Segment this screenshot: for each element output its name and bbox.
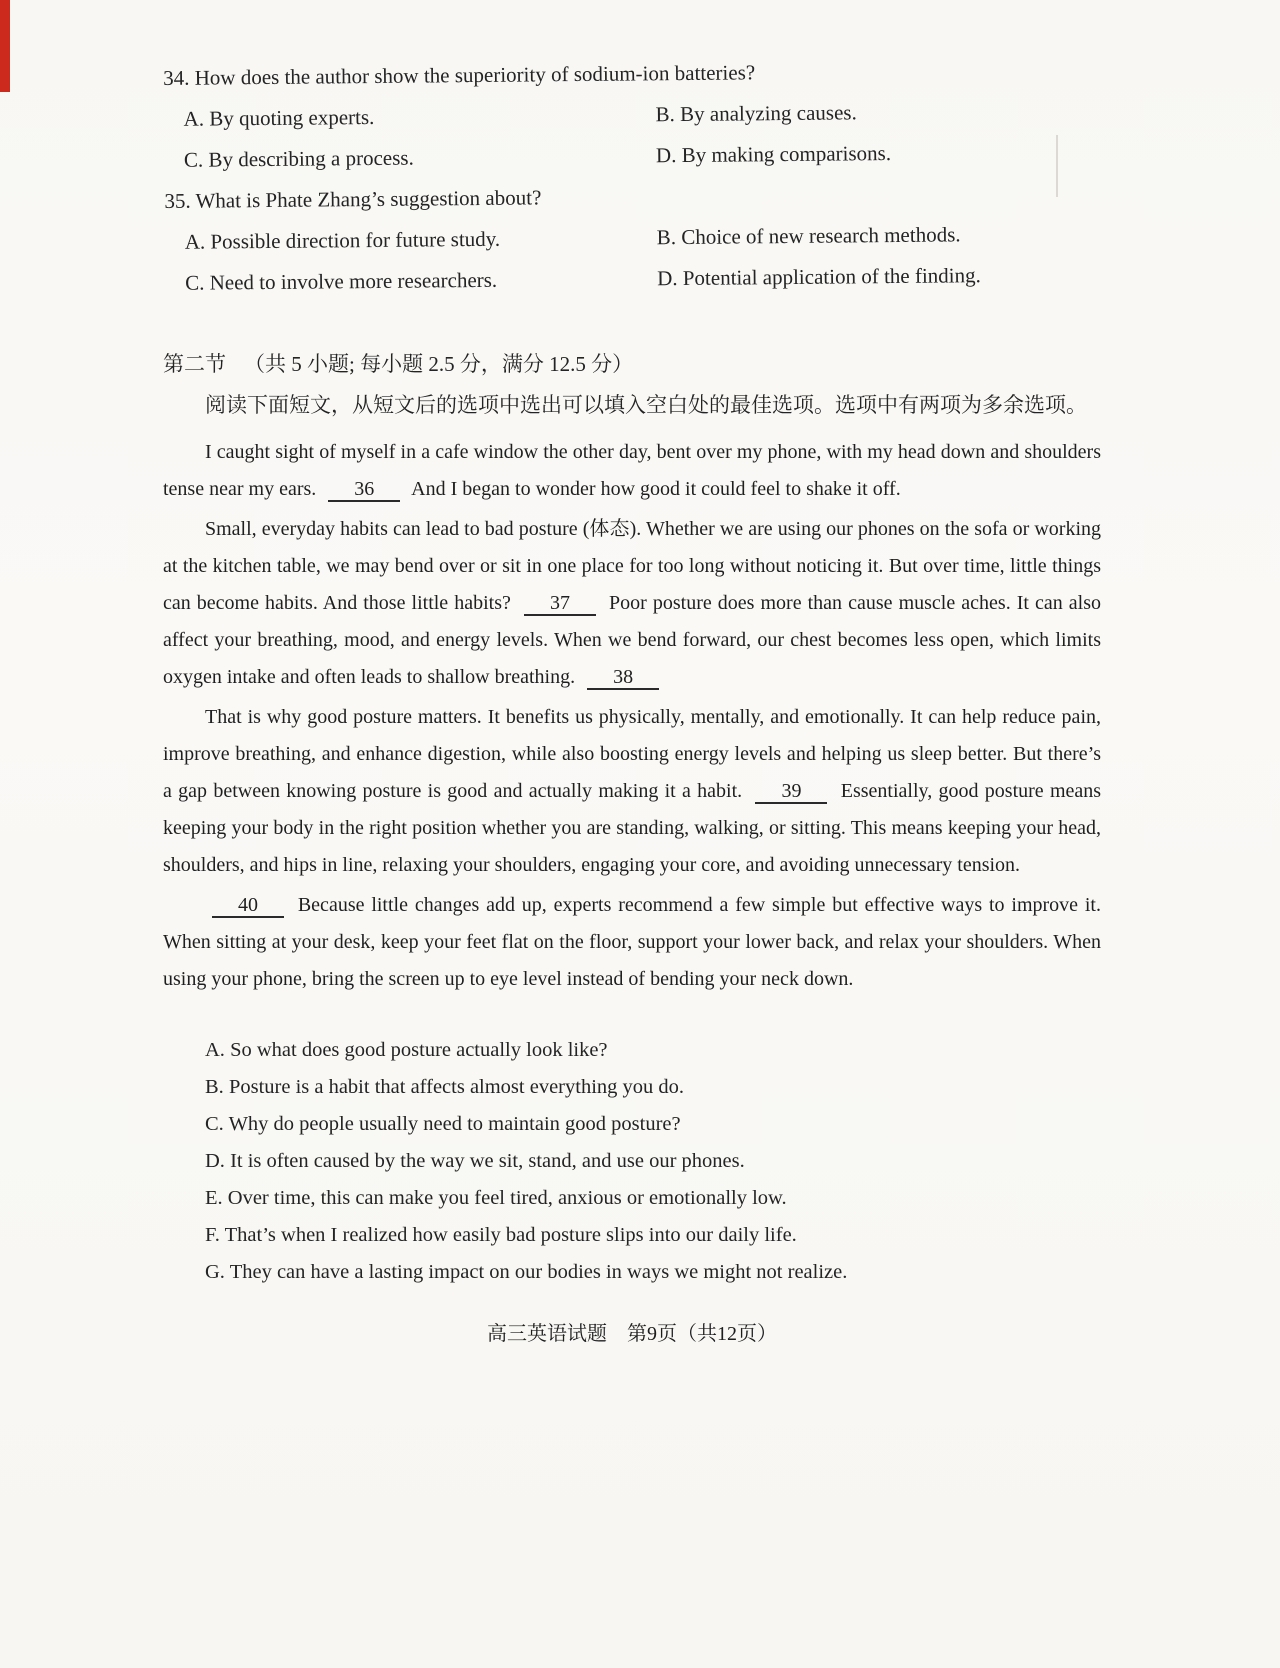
choice-a <box>205 1032 1101 1069</box>
answer-choices <box>205 1032 1101 1291</box>
blank-38: 38 <box>587 667 659 690</box>
paragraph-text: Poor posture does more than cause muscle aches. It can also affect your breathing, mood, and energy levels. When we bend forward, our chest becomes less open, which limits oxygen intake and often leads to shallow breathing. <box>163 592 1102 688</box>
multiple-choice-questions <box>163 49 1103 304</box>
question-35 <box>164 172 1103 304</box>
choice-label: C. <box>205 1113 224 1135</box>
section-heading-detail: （共 5 小题; 每小题 2.5 分，满分 12.5 分） <box>244 352 634 376</box>
option-label: A. <box>184 229 206 254</box>
paragraph-text: And I began to wonder how good it could feel to shake it off. <box>411 478 901 500</box>
paragraph-text: That is why good posture matters. It benefits us physically, mentally, and emotionally. It can help reduce pain, improve breathing, and enhance digestion, while also boosting energy levels and helping us sleep better. But there’s a gap between knowing posture is good and actually making it a habit. <box>163 706 1101 802</box>
choice-text: That’s when I realized how easily bad posture slips into our daily life. <box>224 1224 797 1246</box>
paragraph-text: I caught sight of myself in a cafe window the other day, bent over my phone, with my head down and shoulders tense near my ears. <box>163 441 1101 500</box>
option-text: By quoting experts. <box>209 104 375 131</box>
choice-text: So what does good posture actually look like? <box>230 1039 608 1061</box>
section-two <box>163 346 1101 426</box>
choice-label: D. <box>205 1150 225 1172</box>
option-text: Potential application of the finding. <box>682 263 981 291</box>
passage-paragraph-2 <box>163 511 1101 696</box>
choice-c <box>205 1106 1101 1143</box>
question-35-option-c <box>185 258 657 304</box>
blank-37: 37 <box>524 593 596 616</box>
section-heading-label: 第二节 <box>163 352 226 376</box>
question-34-number: 34. <box>163 65 190 90</box>
option-text: By analyzing causes. <box>679 100 857 127</box>
cloze-passage <box>163 434 1101 998</box>
question-34-options <box>163 90 1102 181</box>
question-34-text: How does the author show the superiority of sodium-ion batteries? <box>194 60 756 90</box>
choice-text: Posture is a habit that affects almost everything you do. <box>228 1076 685 1098</box>
paragraph-text: Because little changes add up, experts recommend a few simple but effective ways to improve it. When sitting at your desk, keep your feet flat on the floor, support your lower back, and relax your shoulders. When using your phone, bring the screen up to eye level instead of bending your neck down. <box>163 894 1101 990</box>
question-35-number: 35. <box>164 188 191 213</box>
passage-paragraph-4 <box>163 887 1101 998</box>
question-34-option-a <box>183 94 655 140</box>
option-label: C. <box>183 147 204 172</box>
choice-label: A. <box>205 1039 225 1061</box>
paragraph-text: Small, everyday habits can lead to bad posture (体态). Whether we are using our phones on the sofa or working at the kitchen table, we may bend over or sit in one place for too long without noticing it. But over time, little things can become habits. And those little habits? <box>163 518 1101 614</box>
passage-paragraph-1 <box>163 434 1101 508</box>
choice-f <box>205 1217 1101 1254</box>
option-label: B. <box>656 225 677 250</box>
blank-40: 40 <box>212 895 284 918</box>
passage-paragraph-3 <box>163 699 1101 884</box>
choice-text: Over time, this can make you feel tired, anxious or emotionally low. <box>227 1187 787 1209</box>
page-footer: 高三英语试题 第9页（共12页） <box>487 1323 777 1345</box>
option-text: Possible direction for future study. <box>210 226 501 254</box>
choice-label: G. <box>205 1261 225 1283</box>
question-34-option-b <box>655 90 1101 135</box>
section-heading <box>163 346 1101 382</box>
choice-g <box>205 1254 1101 1291</box>
option-text: Need to involve more researchers. <box>209 267 498 295</box>
choice-text: It is often caused by the way we sit, stand, and use our phones. <box>230 1150 745 1172</box>
choice-e <box>205 1180 1101 1217</box>
question-34 <box>163 49 1102 181</box>
scan-red-mark <box>0 0 10 92</box>
blank-39: 39 <box>755 781 827 804</box>
section-instructions: 阅读下面短文，从短文后的选项中选出可以填入空白处的最佳选项。选项中有两项为多余选项。 <box>205 393 1087 417</box>
question-35-options <box>165 213 1104 304</box>
question-34-option-d <box>656 131 1102 176</box>
choice-label: E. <box>205 1187 223 1209</box>
question-35-option-a <box>185 217 657 263</box>
question-35-text: What is Phate Zhang’s suggestion about? <box>195 185 542 213</box>
choice-d <box>205 1143 1101 1180</box>
option-text: By making comparisons. <box>681 141 892 168</box>
blank-36: 36 <box>328 479 400 502</box>
choice-label: F. <box>205 1224 220 1246</box>
option-text: By describing a process. <box>208 145 414 172</box>
option-label: C. <box>185 270 205 295</box>
question-35-option-d <box>657 254 1103 299</box>
choice-label: B. <box>205 1076 224 1098</box>
question-34-option-c <box>184 135 656 181</box>
option-label: D. <box>655 143 677 168</box>
question-35-option-b <box>657 213 1103 258</box>
choice-text: Why do people usually need to maintain good posture? <box>228 1113 681 1135</box>
option-text: Choice of new research methods. <box>681 222 961 250</box>
option-label: B. <box>655 102 675 127</box>
option-label: D. <box>657 266 678 291</box>
choice-text: They can have a lasting impact on our bodies in ways we might not realize. <box>229 1261 848 1283</box>
paragraph-text: Essentially, good posture means keeping your body in the right position whether you are standing, walking, or sitting. This means keeping your head, shoulders, and hips in line, relaxing your shoulders, engaging your core, and avoiding unnecessary tension. <box>163 780 1102 876</box>
choice-b <box>205 1069 1101 1106</box>
option-label: A. <box>183 106 205 131</box>
